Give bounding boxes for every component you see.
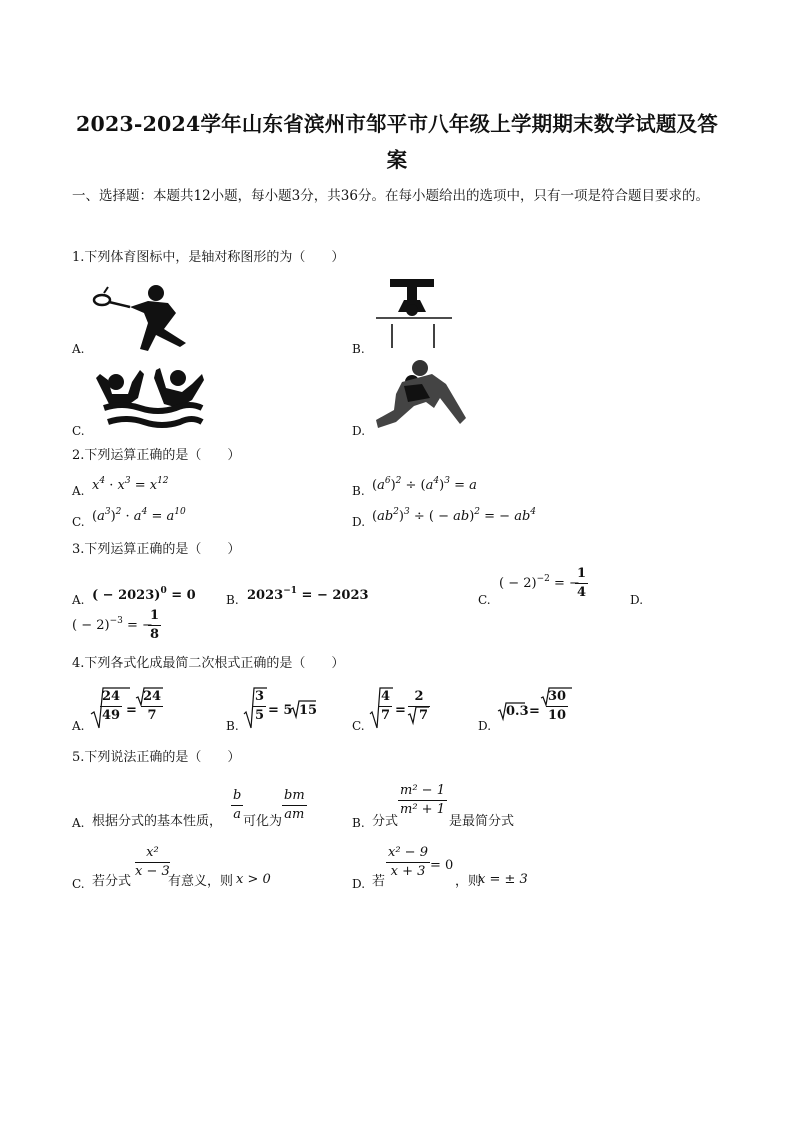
question-5-stem: 5.下列说法正确的是（ ） bbox=[72, 750, 241, 765]
question-2-stem: 2.下列运算正确的是（ ） bbox=[72, 448, 241, 463]
q2-option-c-label: C. bbox=[72, 515, 85, 529]
q3-option-d-fraction: $\frac{1}{8}$ bbox=[150, 608, 160, 642]
q4-option-c-label: C. bbox=[352, 719, 365, 733]
q5-option-c-fraction: $\frac{\text{x²}}{x - 3}$ bbox=[135, 845, 170, 879]
question-4-stem: 4.下列各式化成最简二次根式正确的是（ ） bbox=[72, 656, 345, 671]
q2-option-a-label: A. bbox=[72, 484, 85, 498]
q5-option-a-fraction-1: $\frac{b}{a}$ bbox=[233, 788, 242, 822]
q1-option-c-label: C. bbox=[72, 424, 85, 438]
q5-option-d-prefix: 若 bbox=[372, 874, 386, 889]
q4-option-b-rhs: = 5 bbox=[268, 703, 293, 718]
q5-option-b-suffix: 是最简分式 bbox=[449, 814, 515, 829]
q4-option-a-label: A. bbox=[72, 719, 85, 733]
q5-option-c-label: C. bbox=[72, 877, 85, 891]
q1-option-d-label: D. bbox=[352, 424, 366, 438]
q3-option-c-label: C. bbox=[478, 593, 491, 607]
q1-option-a-label: A. bbox=[72, 342, 85, 356]
q4-option-a-equals: = bbox=[126, 703, 137, 718]
q4-option-c-equals: = bbox=[395, 703, 406, 718]
q2-option-b-label: B. bbox=[352, 484, 365, 498]
q4-option-d-radicand: 0.3 bbox=[506, 704, 529, 719]
q1-option-b-label: B. bbox=[352, 342, 365, 356]
q4-option-d-equals: = bbox=[529, 704, 540, 719]
q3-option-d-expression: ( − 2)$^{-3}$ = − bbox=[72, 616, 153, 633]
q4-option-c-fraction: $\frac{4}{7}$ bbox=[381, 689, 391, 723]
q5-option-b-fraction: $\frac{\text{m² − 1}}{\text{m² + 1}}$ bbox=[400, 783, 445, 817]
badminton-icon bbox=[90, 283, 200, 351]
q2-option-d-label: D. bbox=[352, 515, 366, 529]
q5-option-c-condition: x > 0 bbox=[236, 872, 271, 887]
title-line-2: 案 bbox=[386, 148, 408, 172]
q3-option-b-label: B. bbox=[226, 593, 239, 607]
swimmers-icon bbox=[94, 364, 206, 428]
q4-option-a-fraction-2: $\frac{24}{7}$ bbox=[143, 689, 162, 723]
q2-option-d-expression: $(ab^2)^3$ ÷ ( − ab)$^2$ = − $ab^4$ bbox=[372, 507, 537, 524]
q5-option-a-prefix: 根据分式的基本性质， bbox=[92, 814, 223, 829]
question-3-stem: 3.下列运算正确的是（ ） bbox=[72, 542, 241, 557]
q3-option-d-label: D. bbox=[630, 593, 644, 607]
q4-option-c-fraction-2: $\frac{2}{7}$ bbox=[410, 689, 429, 723]
q5-option-a-label: A. bbox=[72, 816, 85, 830]
q5-option-d-condition: x = ± 3 bbox=[478, 872, 528, 887]
q2-option-b-expression: $(a^6)^2 \div (a^4)^3 = a$ bbox=[372, 476, 477, 493]
q5-option-c-suffix: 有意义，则 bbox=[168, 874, 234, 889]
q5-option-d-middle: ，则 bbox=[455, 874, 482, 889]
section-heading: 一、选择题：本题共12小题，每小题3分，共36分。在每小题给出的选项中，只有一项是符合题目要求的。 bbox=[72, 188, 709, 204]
q4-option-b-label: B. bbox=[226, 719, 239, 733]
q5-option-d-equals-zero: = 0 bbox=[430, 858, 454, 873]
q3-option-a-label: A. bbox=[72, 593, 85, 607]
q5-option-d-fraction: $\frac{\text{x² − 9}}{x + 3}$ bbox=[388, 845, 428, 879]
q5-option-d-label: D. bbox=[352, 877, 366, 891]
q3-option-c-expression: ( − 2)$^{-2}$ = − bbox=[499, 574, 580, 591]
handstand-icon bbox=[374, 276, 454, 350]
q5-option-c-prefix: 若分式 bbox=[92, 874, 132, 889]
q3-option-c-fraction: $\frac{1}{4}$ bbox=[577, 566, 587, 600]
q2-option-a-expression: $x^4 \cdot x^3 = x^{12}$ bbox=[92, 476, 169, 493]
q5-option-b-label: B. bbox=[352, 816, 365, 830]
q4-option-b-fraction: $\frac{3}{5}$ bbox=[255, 689, 265, 723]
wrestling-icon bbox=[374, 358, 474, 432]
q4-option-d-fraction: $\frac{30}{10}$ bbox=[548, 689, 567, 723]
question-1-stem: 1.下列体育图标中，是轴对称图形的为（ ） bbox=[72, 250, 345, 265]
q4-option-d-label: D. bbox=[478, 719, 492, 733]
q4c-radical-2 bbox=[407, 705, 429, 725]
q2-option-c-expression: $(a^3)^2 \cdot a^4 = a^{10}$ bbox=[92, 507, 186, 524]
q3-option-b-expression: $2023^{-1}$ = − 2023 bbox=[247, 586, 369, 603]
q5-option-b-prefix: 分式 bbox=[372, 814, 399, 829]
title-line-1: 2023-2024学年山东省滨州市邹平市八年级上学期期末数学试题及答 bbox=[76, 112, 718, 136]
q5-option-a-middle: 可化为 bbox=[243, 814, 283, 829]
q5-option-a-fraction-2: $\frac{bm}{am}$ bbox=[284, 788, 305, 822]
q4-option-b-radicand: 15 bbox=[299, 703, 318, 718]
q3-option-a-expression: ( − 2023)$^0$ = 0 bbox=[92, 586, 196, 603]
q4-option-a-fraction-1: $\frac{24}{49}$ bbox=[102, 689, 121, 723]
